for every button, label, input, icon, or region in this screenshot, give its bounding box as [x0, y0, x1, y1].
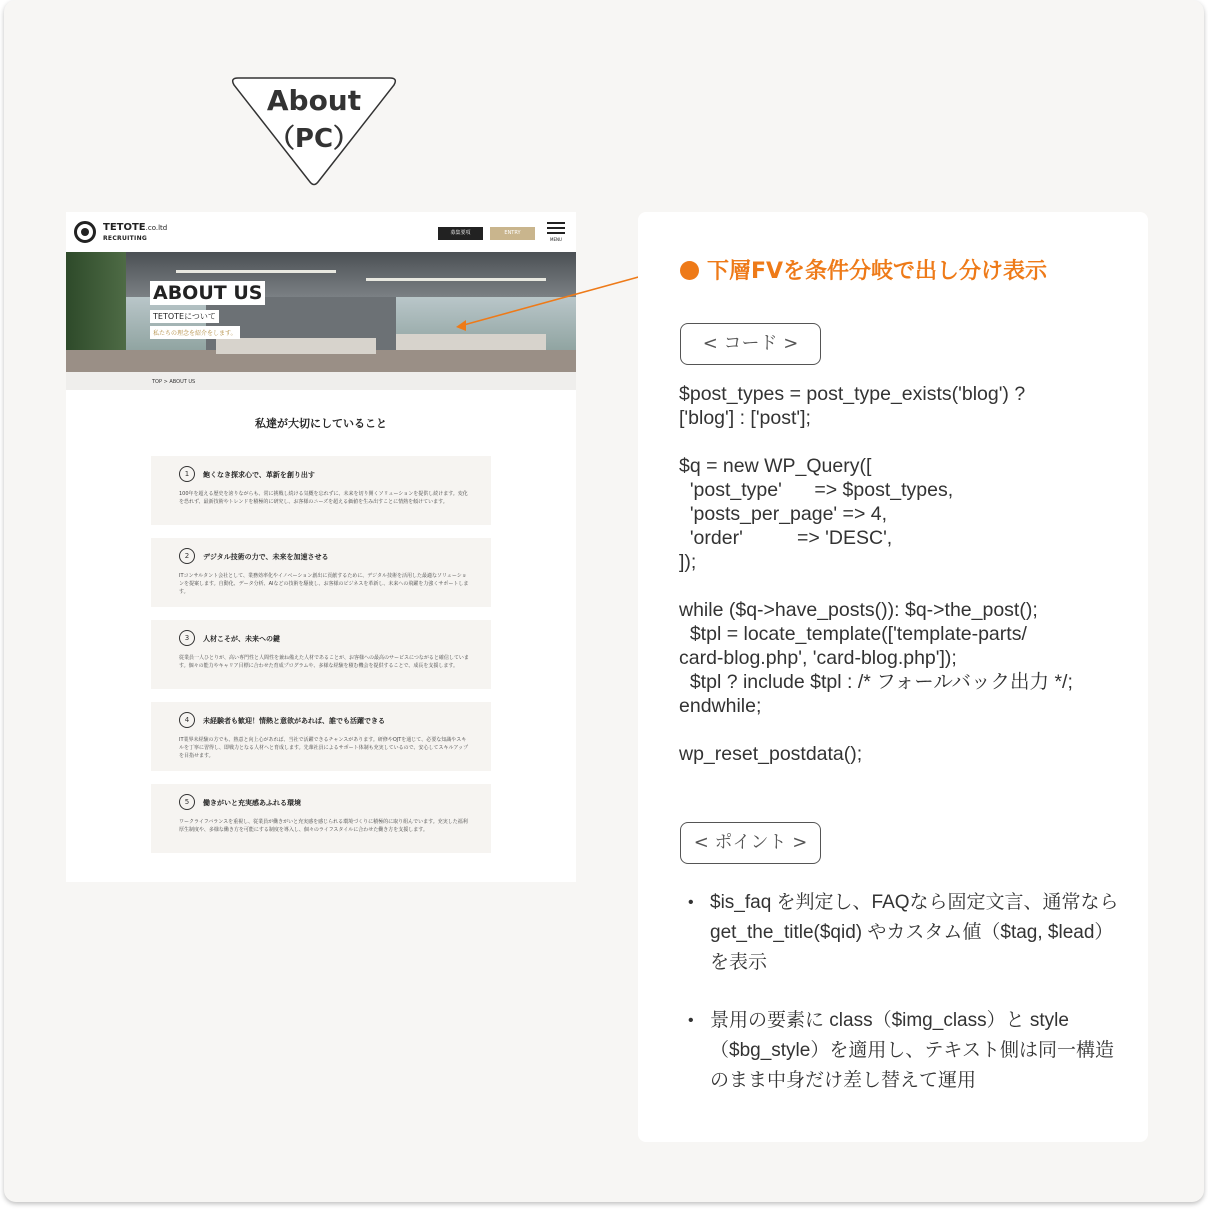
card-title: 働きがいと充実感あふれる環境 — [203, 799, 301, 807]
card-title: デジタル技術の力で、未来を加速させる — [203, 553, 329, 561]
card-body: 100年を超える歴史を誇りながらも、常に挑戦し続ける気概を忘れずに、未来を切り開くソリューションを提供し続けます。変化を恐れず、最新技術やトレンドを積極的に研究し、お客様のニーズを超える価値を生み出すことに情熱を傾けています。 — [179, 491, 468, 505]
badge-subtitle: （PC） — [268, 124, 360, 154]
logo-icon — [74, 221, 96, 243]
code-block: $post_types = post_type_exists('blog') ? ['blog'] : ['post']; $q = new WP_Query([ 'post_type' => $post_types, 'posts_per_page' => 4, 'order' => 'DESC', ]); while ($q->have_posts()): $q->the_post(); $tpl = locate_template(['template-parts/ card-blog.php', 'card-blog.php']); $tpl ? include $tpl : /* フォールバック出力 */; endwhile; wp_reset_postdata(); — [679, 383, 1073, 765]
hero-image — [66, 252, 576, 372]
card-number: 2 — [179, 548, 195, 564]
point-item: • $is_faq を判定し、FAQなら固定文言、通常なら get_the_title($qid) やカスタム値（$tag, $lead）を表示 — [688, 888, 1128, 978]
explanation-panel — [638, 212, 1148, 1142]
card-number: 5 — [179, 794, 195, 810]
page-mockup — [66, 212, 576, 882]
site-header — [66, 212, 576, 252]
page-badge — [226, 76, 402, 188]
card-number: 3 — [179, 630, 195, 646]
recruit-button[interactable]: 募集要項 — [438, 227, 483, 240]
badge-title: About — [266, 84, 362, 117]
card-number: 4 — [179, 712, 195, 728]
card-body: IT業界未経験の方でも、熱意と向上心があれば、当社で活躍できるチャンスがあります。研修やOJTを通じて、必要な知識やスキルを丁寧に習得し、即戦力となる人材へと育成します。先輩社員によるサポート体制も充実しているので、安心してスキルアップを目指せます。 — [179, 737, 469, 759]
code-tag: < コード > — [680, 323, 821, 365]
hero-title: ABOUT US — [150, 281, 265, 305]
logo-sub: RECRUITING — [103, 235, 148, 242]
slide-frame — [4, 0, 1204, 1202]
hero-subtitle: TETOTEについて — [150, 310, 219, 323]
hero-lead: 私たちの理念を紹介をします。 — [150, 326, 240, 339]
card-number: 1 — [179, 466, 195, 482]
entry-button[interactable]: ENTRY — [490, 227, 535, 240]
card-title: 飽くなき探求心で、革新を創り出す — [203, 471, 315, 479]
card-title: 未経験者も歓迎！情熱と意欲があれば、誰でも活躍できる — [203, 717, 385, 725]
panel-heading: 下層FVを条件分岐で出し分け表示 — [680, 254, 1047, 285]
menu-button[interactable] — [547, 222, 565, 242]
breadcrumb-bar — [66, 372, 576, 390]
value-card — [151, 702, 491, 771]
value-card — [151, 784, 491, 853]
value-card — [151, 538, 491, 607]
breadcrumb[interactable]: TOP > ABOUT US — [152, 379, 196, 385]
card-body: 従業員一人ひとりが、高い専門性と人間性を兼ね備えた人材であることが、お客様への最高のサービスにつながると確信しています。個々の能力やキャリア目標に合わせた育成プログラムや、多様な経験を積む機会を提供することで、成長を支援します。 — [179, 655, 469, 669]
value-card — [151, 456, 491, 525]
card-title: 人材こそが、未来への鍵 — [203, 635, 280, 643]
menu-label: MENU — [550, 237, 562, 242]
point-item: • 景用の要素に class（$img_class）と style（$bg_style）を適用し、テキスト側は同一構造のまま中身だけ差し替えて運用 — [688, 1006, 1128, 1096]
point-tag: < ポイント > — [680, 822, 821, 864]
card-body: ワークライフバランスを重視し、従業員が働きがいと充実感を感じられる環境づくりに積極的に取り組んでいます。充実した福利厚生制度や、多様な働き方を可能にする制度を導入し、個々のライフスタイルに合わせた働き方を支援します。 — [179, 819, 468, 833]
bullet-dot-icon — [680, 261, 699, 280]
value-card — [151, 620, 491, 689]
hamburger-icon — [547, 222, 565, 224]
card-body: ITコンサルタント会社として、業務効率化やイノベーション創出に貢献するために、デジタル技術を活用した最適なソリューションを提案します。自動化、データ分析、AIなどの技術を駆使し、お客様のビジネスを革新し、未来への飛躍を力強くサポートします。 — [179, 573, 469, 595]
section-title: 私達が大切にしていること — [255, 417, 387, 430]
point-list — [688, 888, 1128, 1124]
logo-name[interactable]: TETOTE.co.ltd — [103, 222, 168, 233]
